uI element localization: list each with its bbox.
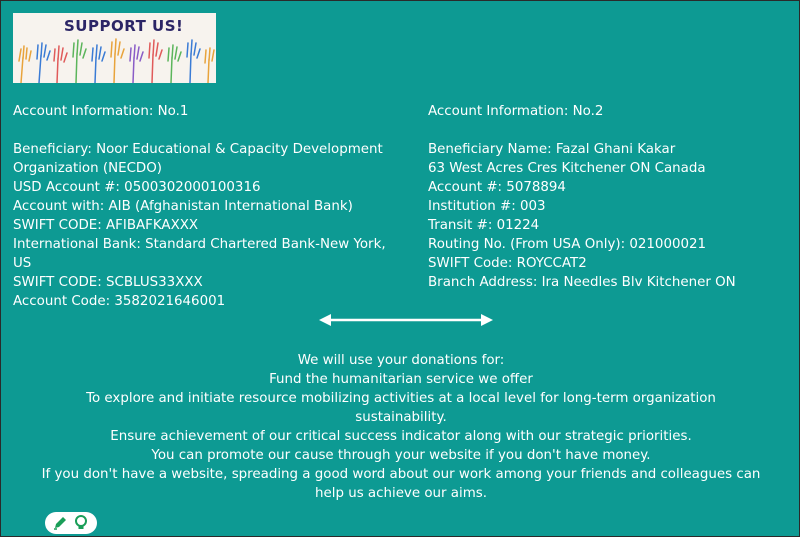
account-2-institution: Institution #: 003 [428, 199, 546, 214]
support-us-banner [13, 13, 216, 83]
account-info-2 [428, 102, 788, 292]
account-2-routing: Routing No. (From USA Only): 021000021 [428, 237, 707, 252]
banner-title: SUPPORT US! [64, 17, 184, 35]
double-arrow-icon [319, 313, 493, 327]
account-2-transit: Transit #: 01224 [428, 218, 540, 233]
edit-icon[interactable] [52, 515, 68, 535]
account-1-swift-code: SWIFT CODE: AFIBAFKAXXX [13, 218, 199, 233]
account-info-1 [13, 102, 408, 311]
account-1-beneficiary: Beneficiary: Noor Educational & Capacity Development Organization (NECDO) [13, 142, 383, 176]
donation-item: If you don't have a website, spreading a good word about our work among your friends and colleagues can help us achieve our aims. [41, 467, 761, 501]
account-1-account-with: Account with: AIB (Afghanistan International Bank) [13, 199, 353, 214]
account-2-branch-address: Branch Address: Ira Needles Blv Kitchener ON [428, 275, 736, 290]
lightbulb-icon[interactable] [73, 515, 89, 535]
account-1-usd-account: USD Account #: 0500302000100316 [13, 180, 261, 195]
account-1-account-code: Account Code: 3582021646001 [13, 294, 226, 309]
donation-intro: We will use your donations for: [297, 353, 505, 368]
account-2-heading: Account Information: No.2 [428, 104, 604, 119]
donation-item: You can promote our cause through your website if you don't have money. [151, 448, 651, 463]
accessibility-badge[interactable] [45, 512, 97, 534]
donation-uses [1, 351, 800, 503]
account-2-address: 63 West Acres Cres Kitchener ON Canada [428, 161, 706, 176]
donation-item: Ensure achievement of our critical success indicator along with our strategic priorities. [110, 429, 692, 444]
donation-item: To explore and initiate resource mobilizing activities at a local level for long-term organization sustainability. [86, 391, 716, 425]
donation-item: Fund the humanitarian service we offer [269, 372, 533, 387]
account-2-account-number: Account #: 5078894 [428, 180, 566, 195]
account-2-swift-code: SWIFT Code: ROYCCAT2 [428, 256, 587, 271]
account-1-international-bank: International Bank: Standard Chartered Bank-New York, US [13, 237, 386, 271]
account-1-swift-code-2: SWIFT CODE: SCBLUS33XXX [13, 275, 203, 290]
account-1-heading: Account Information: No.1 [13, 104, 189, 119]
account-2-beneficiary: Beneficiary Name: Fazal Ghani Kakar [428, 142, 676, 157]
